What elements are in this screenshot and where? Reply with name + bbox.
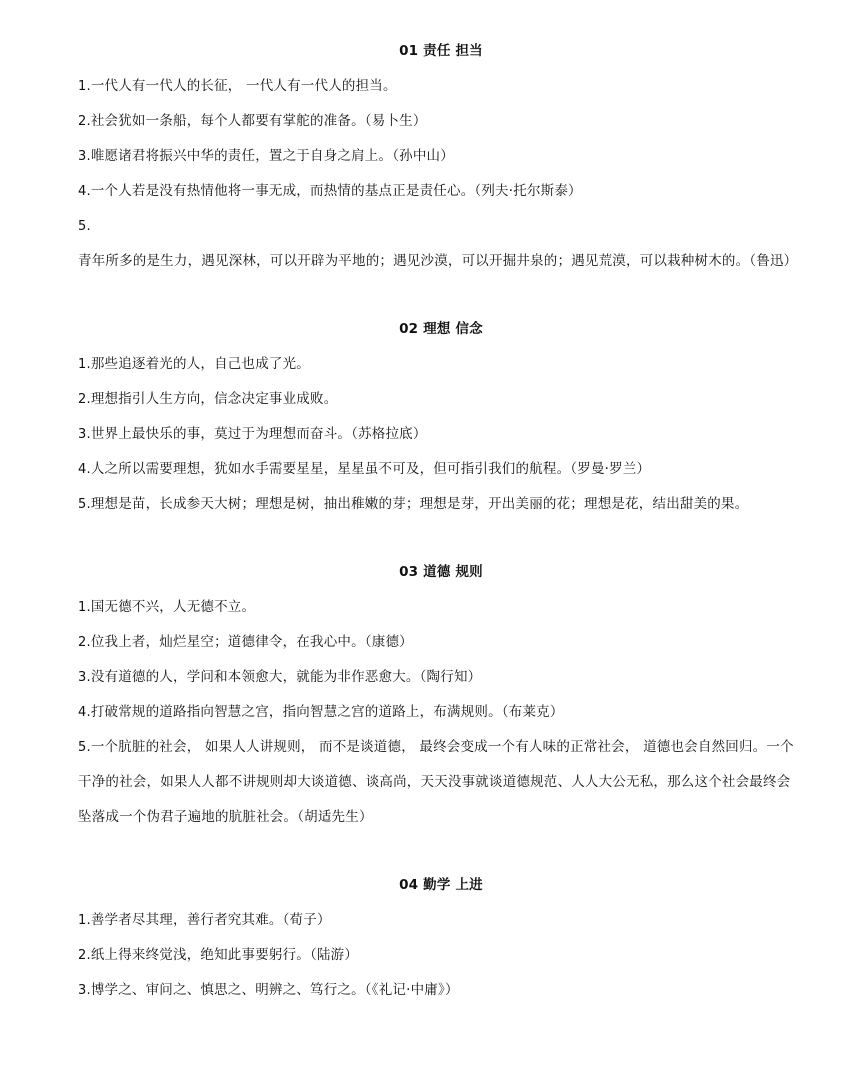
quote-item xyxy=(78,625,804,660)
quote-item xyxy=(78,590,804,625)
quote-text: 理想指引人生方向，信念决定事业成败。 xyxy=(90,391,338,407)
quote-text: 那些追逐着光的人，自己也成了光。 xyxy=(90,356,311,372)
section-title: 03 道德 规则 xyxy=(399,564,483,580)
quote-number: 4. xyxy=(78,462,91,477)
quote-text: 一代人有一代人的长征， 一代人有一代人的担当。 xyxy=(90,78,397,94)
quote-item xyxy=(78,487,804,522)
quote-item xyxy=(78,730,804,835)
quote-number: 3. xyxy=(78,983,91,998)
section-title: 01 责任 担当 xyxy=(399,43,483,59)
quote-text: 人之所以需要理想，犹如水手需要星星，星星虽不可及，但可指引我们的航程。（罗曼·罗兰） xyxy=(90,461,651,477)
quote-number: 1. xyxy=(78,600,91,615)
quote-number: 2. xyxy=(78,392,91,407)
quote-item xyxy=(78,104,804,139)
quote-text: 没有道德的人，学问和本领愈大，就能为非作恶愈大。（陶行知） xyxy=(90,669,482,685)
quote-item xyxy=(78,452,804,487)
section-title: 04 勤学 上进 xyxy=(399,877,483,893)
quote-item xyxy=(78,382,804,417)
quote-number: 1. xyxy=(78,357,91,372)
quote-text: 一个人若是没有热情他将一事无成，而热情的基点正是责任心。（列夫·托尔斯泰） xyxy=(90,183,582,199)
quote-number: 3. xyxy=(78,149,91,164)
quote-text: 世界上最快乐的事，莫过于为理想而奋斗。（苏格拉底） xyxy=(90,426,427,442)
quote-text: 社会犹如一条船，每个人都要有掌舵的准备。（易卜生） xyxy=(90,113,427,129)
quote-text: 位我上者，灿烂星空；道德律令，在我心中。（康德） xyxy=(90,634,413,650)
quote-item xyxy=(78,938,804,973)
section-title: 02 理想 信念 xyxy=(399,321,483,337)
quote-item xyxy=(78,69,804,104)
quote-item xyxy=(78,417,804,452)
quote-item xyxy=(78,695,804,730)
quote-text: 纸上得来终觉浅，绝知此事要躬行。（陆游） xyxy=(90,947,359,963)
quote-text: 打破常规的道路指向智慧之宫，指向智慧之宫的道路上，布满规则。（布莱克） xyxy=(90,704,564,720)
quote-item xyxy=(78,347,804,382)
quote-text: 一个肮脏的社会， 如果人人讲规则， 而不是谈道德， 最终会变成一个有人味的正常社会， 道德也会自然回归。一个干净的社会，如果人人都不讲规则却大谈道德、谈高尚，天天没事就谈道德规范、人人大公无私，那么这个社会最终会坠落成一个伪君子遍地的肮脏社会。（胡适先生） xyxy=(78,739,794,825)
quote-number: 4. xyxy=(78,705,91,720)
quote-text: 青年所多的是生力，遇见深林，可以开辟为平地的；遇见沙漠，可以开掘井泉的；遇见荒漠，可以栽种树木的。（鲁迅） xyxy=(78,253,798,269)
section-ideals xyxy=(78,312,804,522)
section-diligence xyxy=(78,868,804,1008)
quote-text: 国无德不兴，人无德不立。 xyxy=(90,599,256,615)
quote-number: 4. xyxy=(78,184,91,199)
quote-item xyxy=(78,174,804,209)
quote-item xyxy=(78,209,804,279)
quote-text: 理想是苗，长成参天大树；理想是树，抽出稚嫩的芽；理想是芽，开出美丽的花；理想是花，结出甜美的果。 xyxy=(90,496,749,512)
document-page xyxy=(78,34,804,1008)
quote-number: 1. xyxy=(78,913,91,928)
quote-number: 1. xyxy=(78,79,91,94)
section-morality xyxy=(78,555,804,835)
quote-number: 2. xyxy=(78,635,91,650)
quote-text: 唯愿诸君将振兴中华的责任，置之于自身之肩上。（孙中山） xyxy=(90,148,454,164)
quote-text: 博学之、审问之、慎思之、明辨之、笃行之。（《礼记·中庸》） xyxy=(90,982,459,998)
quote-item xyxy=(78,973,804,1008)
quote-number: 2. xyxy=(78,948,91,963)
quote-number: 3. xyxy=(78,670,91,685)
quote-number: 5. xyxy=(78,219,91,234)
quote-text: 善学者尽其理，善行者究其难。（荀子） xyxy=(90,912,331,928)
quote-number: 5. xyxy=(78,497,91,512)
quote-item xyxy=(78,139,804,174)
quote-number: 5. xyxy=(78,740,91,755)
section-responsibility xyxy=(78,34,804,279)
quote-item xyxy=(78,903,804,938)
quote-number: 2. xyxy=(78,114,91,129)
quote-number: 3. xyxy=(78,427,91,442)
quote-item xyxy=(78,660,804,695)
